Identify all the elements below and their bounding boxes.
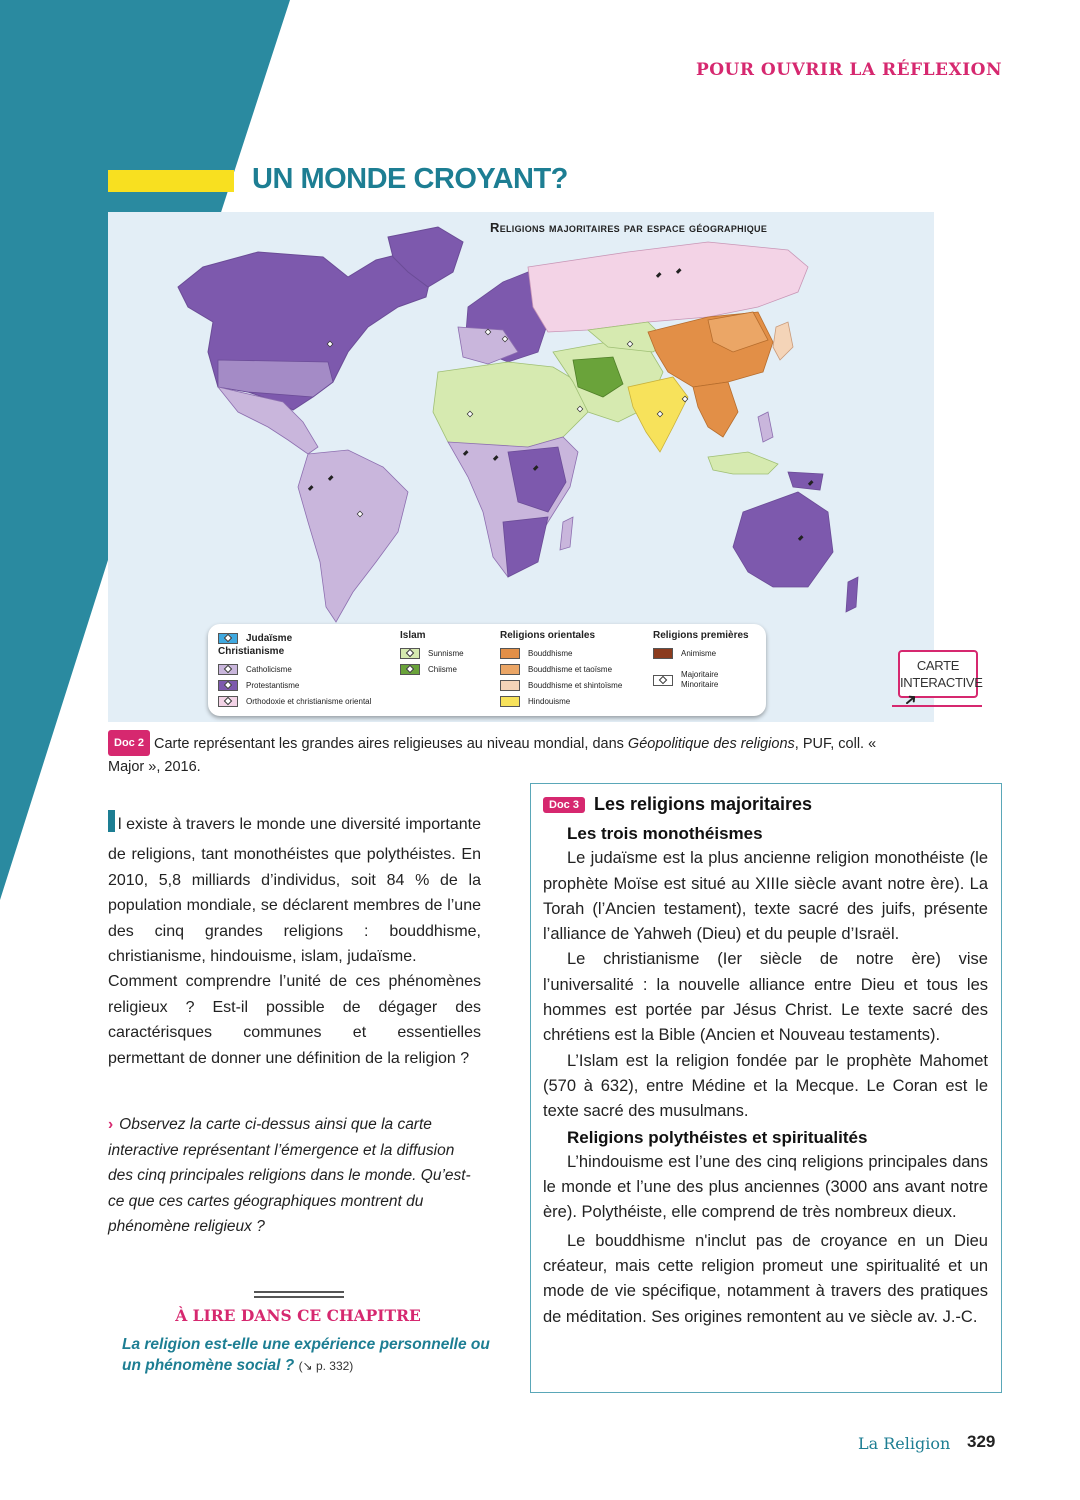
legend-swatch xyxy=(500,664,520,675)
japan xyxy=(773,322,793,360)
legend-majoritaire: Majoritaire xyxy=(681,670,719,679)
legend-swatch xyxy=(500,648,520,659)
caption-book-title: Géopolitique des religions xyxy=(627,736,795,752)
legend-swatch xyxy=(500,680,520,691)
russia xyxy=(528,242,808,332)
intro-paragraph-1 xyxy=(108,810,481,969)
question-prompt xyxy=(108,1112,483,1240)
doc3-paragraph-islam: L’Islam est la religion fondée par le prophète Mahomet (570 à 632), entre Médine et la Mecque. Le Coran est le texte sacré des musulmans. xyxy=(543,1051,988,1121)
legend-col-christianity xyxy=(218,630,371,709)
legend-item-chiisme xyxy=(400,661,464,677)
section-label: POUR OUVRIR LA RÉFLEXION xyxy=(695,60,1002,80)
papua xyxy=(788,472,823,490)
indonesia xyxy=(708,452,778,474)
legend-item-majority-minority xyxy=(653,665,749,695)
legend-item-bouddhisme-taoisme xyxy=(500,661,622,677)
a-lire-page-ref: (↘ p. 332) xyxy=(298,1359,354,1373)
a-lire-heading: À LIRE DANS CE CHAPITRE xyxy=(175,1306,421,1325)
chevron-right-icon: › xyxy=(108,1116,114,1133)
caption-prefix: Carte représentant les grandes aires religieuses au niveau mondial, dans xyxy=(153,736,628,752)
legend-item-animisme xyxy=(653,645,749,661)
a-lire-text: La religion est-elle une expérience personnelle ou un phénomène social ? xyxy=(122,1336,490,1374)
intro-body-1: l existe à travers le monde une diversité importante de religions, tant monothéistes que polythéistes. En 2010, 5,8 milliards d’individus, soit 84 % de la population mondiale, se déclarent membres de l’une des cinq grandes religions : bouddhisme, christianisme, hindouisme, islam, judaïsme. xyxy=(108,816,481,966)
carte-line2: INTERACTIVE xyxy=(900,675,983,690)
legend-label: Chiisme xyxy=(428,664,457,674)
legend-swatch xyxy=(653,648,673,659)
doc3-box xyxy=(530,783,1002,1393)
doc3-paragraph-judaisme: Le judaïsme est la plus ancienne religion monothéiste (le prophète Moïse est situé au XIIIe siècle avant notre ère). La Torah (l’Ancien testament), texte sacré des juifs, présente l’alliance de Yahweh (Dieu) et du peuple d’Israël. xyxy=(543,849,988,944)
new-zealand xyxy=(846,577,858,612)
legend-label: Bouddhisme et shintoïsme xyxy=(528,680,623,690)
legend-item-catholicisme xyxy=(218,661,371,677)
legend-head-orientales: Religions orientales xyxy=(500,630,596,641)
southern-africa xyxy=(503,517,548,577)
legend-item-sunnisme xyxy=(400,645,464,661)
legend-item-protestantisme xyxy=(218,677,371,693)
legend-item-bouddhisme xyxy=(500,645,622,661)
madagascar xyxy=(560,517,573,550)
philippines xyxy=(758,412,773,442)
legend-label: Judaïsme xyxy=(246,632,293,644)
carte-line1: CARTE xyxy=(916,658,960,673)
legend-swatch xyxy=(500,696,520,707)
australia xyxy=(733,492,833,587)
world-religions-map xyxy=(108,212,934,722)
legend-swatch xyxy=(218,696,238,707)
page-number: 329 xyxy=(967,1432,996,1451)
map-title: Religions majoritaires par espace géographique xyxy=(490,220,768,235)
legend-head-premieres: Religions premières xyxy=(653,630,749,641)
legend-label: Orthodoxie et christianisme oriental xyxy=(246,696,372,706)
intro-paragraph-2: Comment comprendre l’unité de ces phénomènes religieux ? Est-il possible de dégager des caractérisques communes et essentielles permettant de donner une définition de la religion ? xyxy=(108,973,481,1067)
lire-rule xyxy=(254,1296,344,1298)
legend-swatch xyxy=(218,633,238,644)
legend-swatch xyxy=(218,680,238,691)
legend-item-bouddhisme-shintoisme xyxy=(500,677,622,693)
legend-label: Animisme xyxy=(681,648,717,658)
legend-label: Sunnisme xyxy=(428,648,464,658)
legend-item-judaisme xyxy=(218,630,371,646)
doc3-badge: Doc 3 xyxy=(543,797,585,813)
doc3-title: Les religions majoritaires xyxy=(593,794,813,814)
legend-swatch xyxy=(218,664,238,675)
doc3-paragraph-hindouisme: L’hindouisme est l’une des cinq religions principales dans le monde et l’une des plus anciennes (3000 ans avant notre ère). Polythéiste, elle comprend de très nombreux dieux. xyxy=(543,1152,988,1222)
cursor-arrow-icon: ➜ xyxy=(900,689,922,712)
legend-label: Catholicisme xyxy=(246,664,292,674)
legend-head-islam: Islam xyxy=(400,630,426,641)
legend-label: Bouddhisme xyxy=(528,648,573,658)
legend-label: Hindouisme xyxy=(528,696,571,706)
doc2-caption xyxy=(108,730,908,778)
legend-swatch xyxy=(400,664,420,675)
legend-col-islam xyxy=(400,630,464,677)
legend-col-orientales xyxy=(500,630,622,709)
caption-suffix: , PUF, coll. « Major », 2016. xyxy=(108,736,877,775)
doc3-title-row xyxy=(543,794,988,815)
page-title: UN MONDE CROYANT? xyxy=(252,163,568,195)
doc3-subheading-2: Religions polythéistes et spiritualités xyxy=(567,1127,868,1147)
legend-label: Protestantisme xyxy=(246,680,300,690)
doc3-paragraph-bouddhisme: Le bouddhisme n'inclut pas de croyance en un Dieu créateur, mais cette religion promeut une spiritualité et un mode de vie spécifique, notamment à travers des pratiques de méditation. Ses origines remontent au ve siècle av. J.-C. xyxy=(543,1231,988,1326)
footer-chapter-label: La Religion xyxy=(858,1434,951,1453)
map-legend xyxy=(208,624,766,716)
intro-text xyxy=(108,810,481,1071)
doc3-subheading-1: Les trois monothéismes xyxy=(567,824,763,843)
south-america xyxy=(298,450,408,622)
legend-label: Bouddhisme et taoïsme xyxy=(528,664,613,674)
legend-swatch xyxy=(653,675,673,686)
lire-rule xyxy=(254,1291,344,1293)
doc2-badge: Doc 2 xyxy=(108,730,150,756)
legend-label xyxy=(681,670,718,690)
southeast-asia xyxy=(693,382,738,437)
title-accent-bar xyxy=(108,170,234,192)
question-text: Observez la carte ci-dessus ainsi que la carte interactive représentant l’émergence et la diffusion des cinq principales religions dans le monde. Qu’est-ce que ces cartes géographiques montrent du phénomène religieux ? xyxy=(108,1116,471,1235)
a-lire-link[interactable] xyxy=(122,1334,492,1377)
doc3-paragraph-christianisme: Le christianisme (Ier siècle de notre ère) vise l’universalité : la nouvelle alliance entre Dieu et tous les hommes est portée par Jésus Christ. Le texte sacré des chrétiens est la Bible (Ancien et Nouveau testaments). xyxy=(543,950,988,1045)
legend-head-christianisme: Christianisme xyxy=(218,646,285,657)
legend-item-hindouisme xyxy=(500,693,622,709)
legend-item-orthodoxie xyxy=(218,693,371,709)
dropcap-bar xyxy=(108,810,115,832)
legend-col-premieres xyxy=(653,630,749,695)
legend-swatch xyxy=(400,648,420,659)
legend-minoritaire: Minoritaire xyxy=(681,680,719,689)
